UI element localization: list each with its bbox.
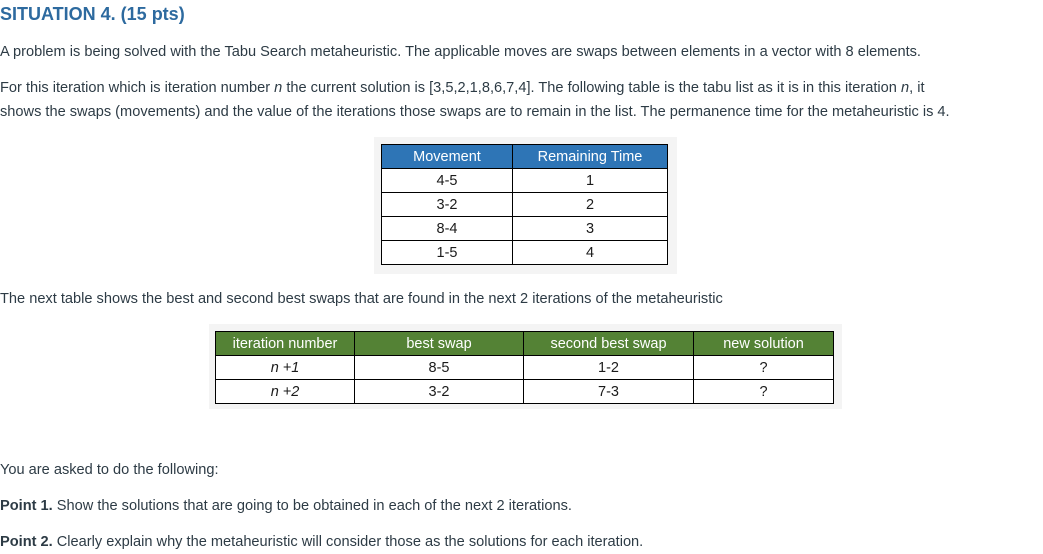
table-header-row: [382, 145, 668, 169]
intro-text: A problem is being solved with the Tabu Search metaheuristic. The applicable moves are swaps between elements in a vector with 8 elements.: [0, 44, 921, 60]
movement-cell: 4-5: [382, 169, 513, 193]
new-solution-cell: ?: [694, 356, 834, 380]
description-text-3: , it: [909, 80, 925, 96]
remaining-time-cell: 1: [513, 169, 668, 193]
iteration-cell: n +2: [216, 380, 355, 404]
second-best-swap-cell: 7-3: [524, 380, 694, 404]
iteration-variable-2: n: [900, 80, 910, 96]
point-1-text: Show the solutions that are going to be obtained in each of the next 2 iterations.: [52, 498, 572, 514]
best-swap-cell: 3-2: [355, 380, 524, 404]
iteration-table: [215, 331, 834, 404]
table-row: [382, 241, 668, 265]
header-second-best-swap: second best swap: [524, 332, 694, 356]
point-2-label: Point 2.: [0, 534, 53, 550]
header-iteration-number: iteration number: [216, 332, 355, 356]
description-text-1: For this iteration which is iteration number: [0, 80, 275, 96]
header-remaining-time: Remaining Time: [513, 145, 668, 169]
description-text-2: the current solution is [3,5,2,1,8,6,7,4]. The following table is the tabu list as it is in this iteration: [282, 80, 901, 96]
second-best-swap-cell: 1-2: [524, 356, 694, 380]
movement-cell: 1-5: [382, 241, 513, 265]
point-2: [0, 531, 643, 553]
next-table-intro: The next table shows the best and second best swaps that are found in the next 2 iterations of the metaheuristic: [0, 291, 723, 307]
iteration-cell: n +1: [216, 356, 355, 380]
table-row: [382, 193, 668, 217]
new-solution-cell: ?: [694, 380, 834, 404]
asked-text: You are asked to do the following:: [0, 462, 219, 478]
header-new-solution: new solution: [694, 332, 834, 356]
description-line-2: shows the swaps (movements) and the value of the iterations those swaps are to remain in the list. The permanence time for the metaheuristic is 4.: [0, 104, 950, 120]
point-1-label: Point 1.: [0, 498, 53, 514]
header-best-swap: best swap: [355, 332, 524, 356]
movement-cell: 8-4: [382, 217, 513, 241]
table-row: [216, 356, 834, 380]
table-header-row: [216, 332, 834, 356]
movement-cell: 3-2: [382, 193, 513, 217]
remaining-time-cell: 2: [513, 193, 668, 217]
tabu-list-table: [381, 144, 668, 265]
best-swap-cell: 8-5: [355, 356, 524, 380]
header-movement: Movement: [382, 145, 513, 169]
situation-description: [0, 77, 925, 99]
page-title: SITUATION 4. (15 pts): [0, 4, 185, 24]
table-row: [216, 380, 834, 404]
table-row: [382, 169, 668, 193]
remaining-time-cell: 4: [513, 241, 668, 265]
table-row: [382, 217, 668, 241]
remaining-time-cell: 3: [513, 217, 668, 241]
point-2-text: Clearly explain why the metaheuristic will consider those as the solutions for each iteration.: [52, 534, 644, 550]
point-1: [0, 495, 572, 517]
iteration-variable: n: [274, 80, 283, 96]
